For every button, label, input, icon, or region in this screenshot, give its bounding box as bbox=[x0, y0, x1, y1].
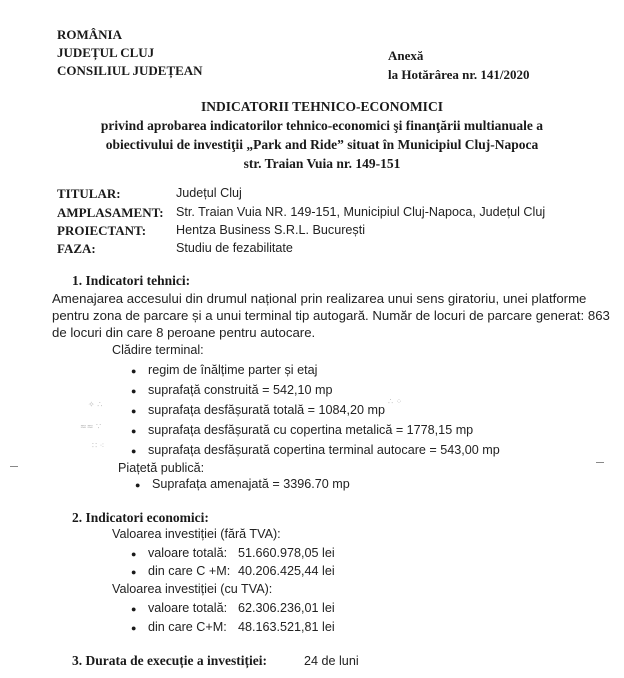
bullet-icon: ● bbox=[135, 480, 141, 490]
header-decision: la Hotărârea nr. 141/2020 bbox=[388, 67, 530, 82]
section-1-paragraph: Amenajarea accesului din drumul național prin realizarea unui sens giratoriu, unei platforme pentru zona de parcare și a unui terminal tip autogară. Număr de locuri de parcare generat: 863 de locuri din care 8 peroane pentru autocare. bbox=[52, 291, 610, 340]
info-label-amplasament: AMPLASAMENT: bbox=[57, 205, 164, 220]
terminal-item-3: suprafața desfășurată totală = 1084,20 mp bbox=[148, 403, 385, 417]
plaza-label: Piațetă publică: bbox=[118, 461, 205, 475]
total-value-with-vat-label: valoare totală: bbox=[148, 601, 228, 615]
header-country: ROMÂNIA bbox=[57, 27, 122, 42]
info-label-faza: FAZA: bbox=[57, 241, 96, 256]
info-value-proiectant: Hentza Business S.R.L. București bbox=[176, 223, 365, 237]
header-county: JUDEȚUL CLUJ bbox=[57, 45, 155, 60]
execution-duration: 24 de luni bbox=[304, 654, 359, 668]
terminal-item-4: suprafața desfășurată cu copertina metalică = 1778,15 mp bbox=[148, 423, 474, 437]
total-value-with-vat: 62.306.236,01 lei bbox=[238, 601, 335, 615]
section-1-heading: 1. Indicatori tehnici: bbox=[72, 273, 191, 288]
header-annex: Anexă bbox=[388, 48, 424, 63]
info-label-proiectant: PROIECTANT: bbox=[57, 223, 147, 238]
scan-artifact: ∷ ⁖ bbox=[92, 441, 105, 450]
bullet-icon: ● bbox=[131, 446, 137, 456]
cm-with-vat-label: din care C+M: bbox=[148, 620, 227, 634]
value-with-vat-label: Valoarea investiției (cu TVA): bbox=[112, 582, 273, 596]
title-line-3: obiectivului de investiţii „Park and Ride” situat în Municipiul Cluj-Napoca bbox=[105, 137, 539, 152]
cm-with-vat: 48.163.521,81 lei bbox=[238, 620, 335, 634]
value-without-vat-label: Valoarea investiției (fără TVA): bbox=[112, 527, 281, 541]
info-value-titular: Județul Cluj bbox=[176, 186, 242, 200]
total-value-without-vat: 51.660.978,05 lei bbox=[238, 546, 335, 560]
scan-mark bbox=[596, 462, 604, 463]
total-value-without-vat-label: valoare totală: bbox=[148, 546, 228, 560]
info-label-titular: TITULAR: bbox=[57, 186, 121, 201]
cm-without-vat: 40.206.425,44 lei bbox=[238, 564, 335, 578]
scan-artifact: ✧ ∴ bbox=[88, 400, 103, 409]
title-line-2: privind aprobarea indicatorilor tehnico-economici şi finanţării multianuale a bbox=[100, 118, 544, 133]
scan-artifact: ≈≈ ∵ bbox=[80, 422, 102, 431]
plaza-item-1: Suprafața amenajată = 3396.70 mp bbox=[152, 477, 350, 491]
bullet-icon: ● bbox=[131, 406, 137, 416]
header-council: CONSILIUL JUDEȚEAN bbox=[57, 63, 203, 78]
document-title: INDICATORII TEHNICO-ECONOMICI bbox=[201, 99, 443, 114]
bullet-icon: ● bbox=[131, 549, 137, 559]
scan-mark bbox=[10, 466, 18, 467]
section-2-heading: 2. Indicatori economici: bbox=[72, 510, 209, 525]
bullet-icon: ● bbox=[131, 426, 137, 436]
section-3-heading: 3. Durata de execuție a investiției: bbox=[72, 653, 267, 668]
terminal-item-1: regim de înălțime parter și etaj bbox=[148, 363, 318, 377]
terminal-label: Clădire terminal: bbox=[112, 343, 204, 357]
terminal-item-2: suprafață construită = 542,10 mp bbox=[148, 383, 333, 397]
bullet-icon: ● bbox=[131, 604, 137, 614]
scan-artifact: ∴ ⁘ bbox=[388, 397, 403, 406]
info-value-amplasament: Str. Traian Vuia NR. 149-151, Municipiul Cluj-Napoca, Județul Cluj bbox=[176, 205, 546, 219]
title-line-4: str. Traian Vuia nr. 149-151 bbox=[243, 156, 401, 171]
cm-without-vat-label: din care C +M: bbox=[148, 564, 231, 578]
bullet-icon: ● bbox=[131, 366, 137, 376]
bullet-icon: ● bbox=[131, 386, 137, 396]
terminal-item-5: suprafața desfășurată copertina terminal autocare = 543,00 mp bbox=[148, 443, 500, 457]
bullet-icon: ● bbox=[131, 623, 137, 633]
info-value-faza: Studiu de fezabilitate bbox=[176, 241, 293, 255]
bullet-icon: ● bbox=[131, 567, 137, 577]
